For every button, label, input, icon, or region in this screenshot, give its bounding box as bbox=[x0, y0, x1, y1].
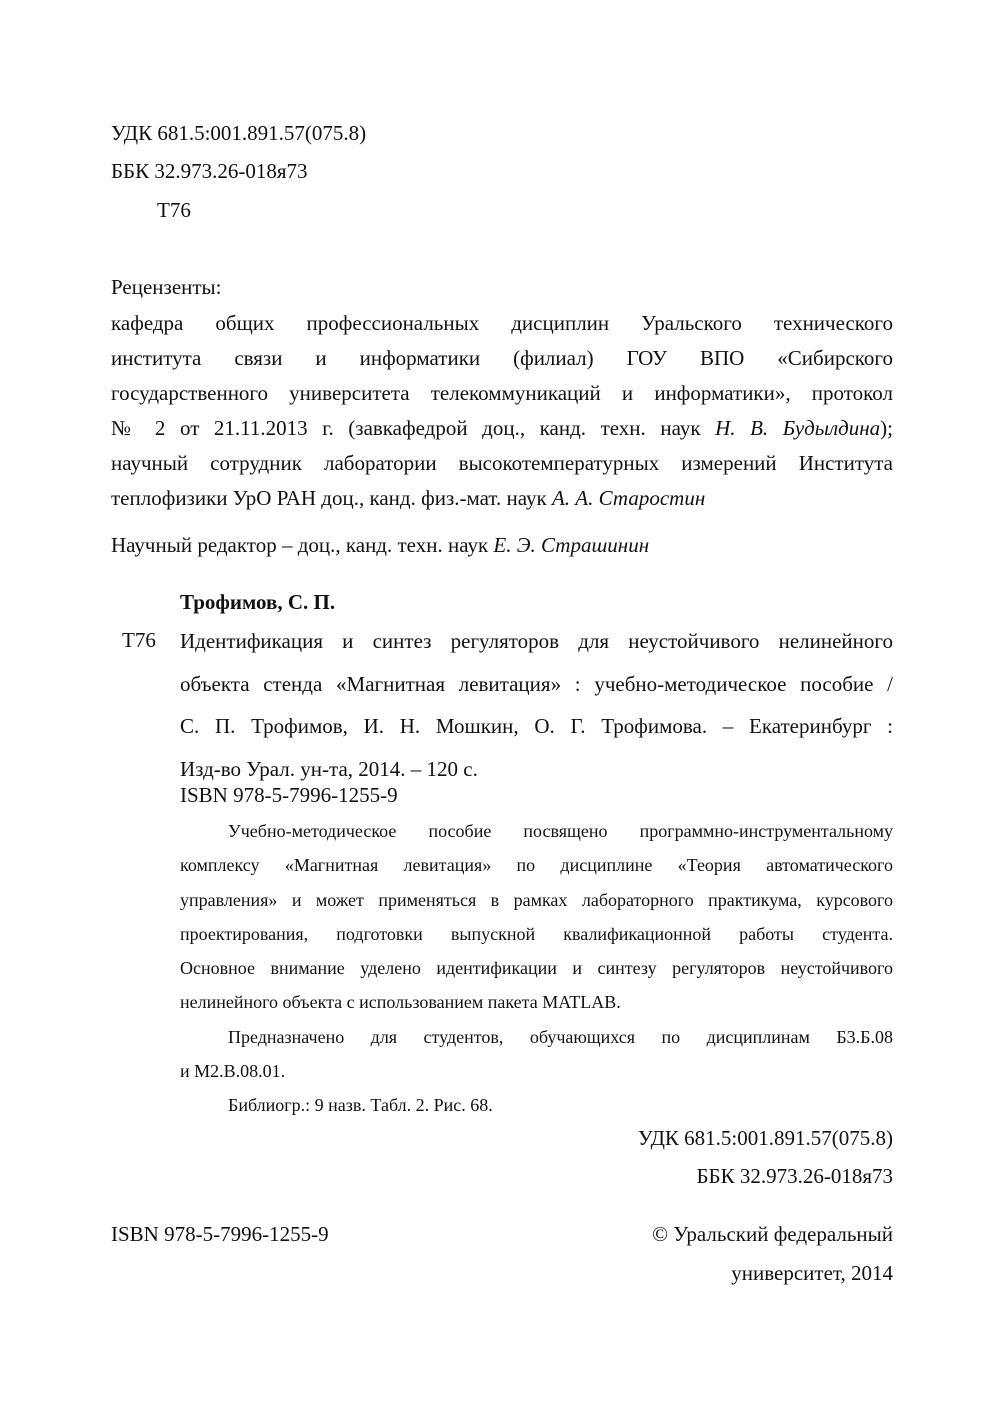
annotation bbox=[180, 814, 893, 1123]
footer-isbn: ISBN 978-5-7996-1255-9 bbox=[111, 1222, 329, 1246]
book-line: С. П. Трофимов, И. Н. Мошкин, О. Г. Трофимова. – Екатеринбург : bbox=[180, 714, 893, 738]
copyright-line-1: © Уральский федеральный bbox=[652, 1222, 893, 1246]
footer-udk-code: УДК 681.5:001.891.57(075.8) bbox=[637, 1126, 893, 1150]
annotation-line: нелинейного объекта с использованием пакета MATLAB. bbox=[180, 992, 621, 1013]
footer-bbk-code: ББК 32.973.26-018я73 bbox=[696, 1164, 893, 1188]
author-mark: Т76 bbox=[157, 198, 191, 222]
book-author: Трофимов, С. П. bbox=[180, 590, 336, 614]
annotation-line: Основное внимание уделено идентификации и синтезу регуляторов неустойчивого bbox=[180, 958, 893, 979]
scientific-editor: Научный редактор – доц., канд. техн. наук Е. Э. Страшинин bbox=[111, 533, 650, 557]
book-mark: Т76 bbox=[122, 628, 156, 652]
reviewers-line: № 2 от 21.11.2013 г. (завкафедрой доц., канд. техн. наук Н. В. Будылдина); bbox=[111, 416, 893, 440]
reviewers-line: научный сотрудник лаборатории высокотемпературных измерений Института bbox=[111, 451, 893, 475]
udk-code: УДК 681.5:001.891.57(075.8) bbox=[111, 121, 367, 145]
book-isbn: ISBN 978-5-7996-1255-9 bbox=[180, 783, 398, 807]
book-line: Идентификация и синтез регуляторов для неустойчивого нелинейного bbox=[180, 629, 893, 653]
annotation-line: комплексу «Магнитная левитация» по дисциплине «Теория автоматического bbox=[180, 855, 893, 876]
reviewers-line: теплофизики УрО РАН доц., канд. физ.-мат. наук А. А. Старостин bbox=[111, 486, 706, 510]
annotation-line: и М2.В.08.01. bbox=[180, 1061, 286, 1082]
reviewer-name-2: А. А. Старостин bbox=[551, 486, 706, 510]
bbk-code: ББК 32.973.26-018я73 bbox=[111, 159, 308, 183]
editor-name: Е. Э. Страшинин bbox=[493, 533, 650, 557]
annotation-line: Учебно-методическое пособие посвящено программно-инструментальному bbox=[228, 821, 893, 841]
annotation-line: управления» и может применяться в рамках лабораторного практикума, курсового bbox=[180, 889, 893, 910]
reviewers-line: института связи и информатики (филиал) ГОУ ВПО «Сибирского bbox=[111, 346, 893, 370]
reviewers-heading: Рецензенты: bbox=[111, 275, 222, 299]
reviewer-name-1: Н. В. Будылдина bbox=[715, 416, 881, 440]
book-description bbox=[180, 620, 893, 790]
book-line: Изд-во Урал. ун-та, 2014. – 120 с. bbox=[180, 756, 478, 781]
book-line: объекта стенда «Магнитная левитация» : учебно-методическое пособие / bbox=[180, 671, 893, 696]
bibliography-note: Библиогр.: 9 назв. Табл. 2. Рис. 68. bbox=[228, 1095, 493, 1116]
reviewers-line: кафедра общих профессиональных дисциплин Уральского технического bbox=[111, 311, 893, 335]
annotation-line: Предназначено для студентов, обучающихся по дисциплинам Б3.Б.08 bbox=[228, 1026, 893, 1047]
copyright-line-2: университет, 2014 bbox=[731, 1261, 893, 1285]
reviewers-line: государственного университета телекоммуникаций и информатики», протокол bbox=[111, 381, 893, 405]
reviewers-text bbox=[111, 306, 893, 516]
annotation-line: проектирования, подготовки выпускной квалификационной работы студента. bbox=[180, 923, 893, 944]
